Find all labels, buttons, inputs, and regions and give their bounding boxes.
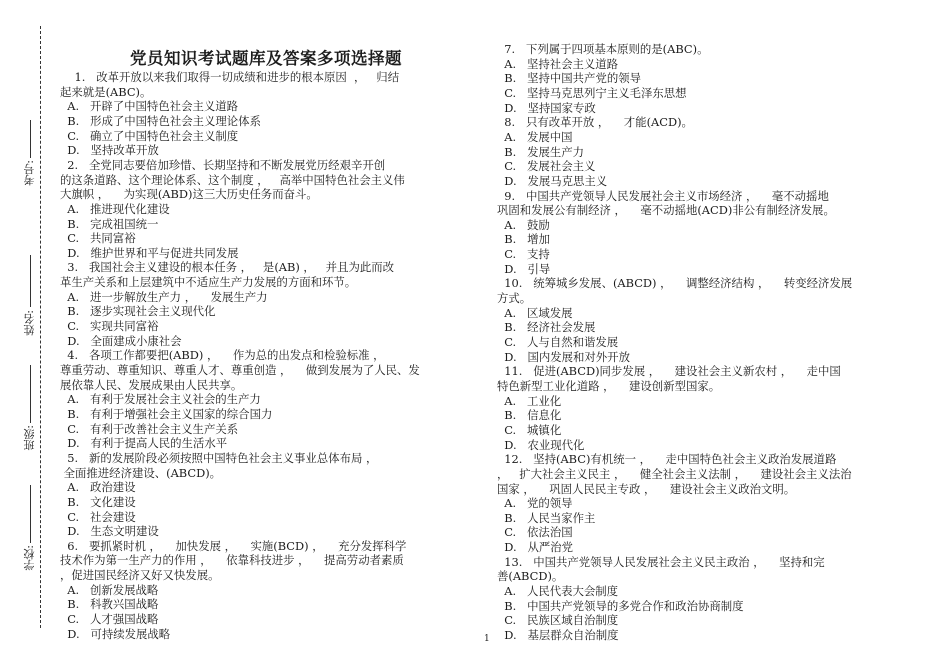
text-line: ， 扩大社会主义民主 ， 健全社会主义法制 ， 建设社会主义法治 xyxy=(497,466,852,481)
text-line: 革生产关系和上层建筑中不适应生产力发展的方面和环节。 xyxy=(60,275,357,290)
document-title: 党员知识考试题库及答案多项选择题 xyxy=(130,49,402,68)
text-line: D. 国内发展和对外开放 xyxy=(497,349,630,364)
school-label: 学校: xyxy=(23,545,36,571)
text-line: B. 坚持中国共产党的领导 xyxy=(497,71,642,86)
text-line: 善(ABCD)。 xyxy=(497,569,564,584)
text-line: 的这条道路、这个理论体系、这个制度 ， 高举中国特色社会主义伟 xyxy=(60,172,405,187)
text-line: A. 有利于发展社会主义社会的生产力 xyxy=(60,392,261,407)
cut-line xyxy=(40,26,41,628)
text-line: 6. 要抓紧时机 ， 加快发展 ， 实施(BCD) ， 充分发挥科学 xyxy=(60,538,407,553)
text-line: C. 实现共同富裕 xyxy=(60,319,159,334)
text-line: B. 形成了中国特色社会主义理论体系 xyxy=(60,113,261,128)
text-line: D. 生态文明建设 xyxy=(60,524,159,539)
text-line: 10. 统筹城乡发展、(ABCD) ， 调整经济结构 ， 转变经济发展 xyxy=(497,276,853,291)
text-line: D. 坚持改革开放 xyxy=(60,143,159,158)
text-line: D. 基层群众自治制度 xyxy=(497,628,619,642)
text-line: C. 依法治国 xyxy=(497,525,573,540)
text-line: 3. 我国社会主义建设的根本任务 ， 是(AB) ， 并且为此而改 xyxy=(60,260,395,275)
text-line: D. 可持续发展战略 xyxy=(60,626,171,641)
text-line: C. 确立了中国特色社会主义制度 xyxy=(60,128,239,143)
text-line: 9. 中国共产党领导人民发展社会主义市场经济 ， 毫不动摇地 xyxy=(497,188,829,203)
text-line: 巩固和发展公有制经济 ， 毫不动摇地(ACD)非公有制经济发展。 xyxy=(497,203,835,218)
text-line: C. 发展社会主义 xyxy=(497,159,596,174)
text-line: 展依靠人民、发展成果由人民共享。 xyxy=(60,377,243,392)
text-line: B. 文化建设 xyxy=(60,494,136,509)
text-line: C. 民族区域自治制度 xyxy=(497,613,619,628)
text-line: D. 引导 xyxy=(497,261,551,276)
text-line: D. 农业现代化 xyxy=(497,437,585,452)
text-line: C. 城镇化 xyxy=(497,422,562,437)
text-line: D. 有利于提高人民的生活水平 xyxy=(60,436,228,451)
text-line: B. 有利于增强社会主义国家的综合国力 xyxy=(60,406,273,421)
text-line: 1. 改革开放以来我们取得一切成绩和进步的根本原因 ， 归结 xyxy=(60,70,400,84)
text-line: A. 工业化 xyxy=(497,393,562,408)
text-line: A. 党的领导 xyxy=(497,496,573,511)
page-number: 1 xyxy=(484,634,490,644)
text-line: D. 坚持国家专政 xyxy=(497,100,596,115)
text-line: B. 增加 xyxy=(497,232,550,247)
text-line: D. 从严治党 xyxy=(497,540,574,555)
text-line: C. 社会建设 xyxy=(60,509,136,524)
text-line: 技术作为第一生产力的作用 ， 依靠科技进步 ， 提高劳动者素质 xyxy=(60,553,404,568)
text-line: 特色新型工业化道路 ， 建设创新型国家。 xyxy=(497,378,721,393)
text-line: 起来就是(ABC)。 xyxy=(60,84,152,99)
text-line: B. 科教兴国战略 xyxy=(60,597,159,612)
exam-number-label: 考号: xyxy=(23,160,36,186)
text-line: 8. 只有改革开放 ， 才能(ACD)。 xyxy=(497,115,693,130)
text-line: B. 发展生产力 xyxy=(497,144,585,159)
text-line: 国家 ， 巩固人民民主专政 ， 建设社会主义政治文明。 xyxy=(497,481,796,496)
text-line: B. 人民当家作主 xyxy=(497,510,596,525)
text-line: ，促进国民经济又好又快发展。 xyxy=(60,568,220,583)
text-line: B. 经济社会发展 xyxy=(497,320,596,335)
text-line: 7. 下列属于四项基本原则的是(ABC)。 xyxy=(497,42,709,56)
text-line: A. 开辟了中国特色社会主义道路 xyxy=(60,99,239,114)
text-line: A. 创新发展战略 xyxy=(60,582,159,597)
text-line: A. 坚持社会主义道路 xyxy=(497,56,619,71)
text-line: 方式。 xyxy=(497,291,532,306)
text-line: C. 支持 xyxy=(497,247,550,262)
binding-margin xyxy=(0,0,48,671)
text-line: A. 鼓励 xyxy=(497,217,550,232)
text-line: D. 发展马克思主义 xyxy=(497,173,608,188)
text-line: A. 推进现代化建设 xyxy=(60,201,170,216)
text-line: A. 发展中国 xyxy=(497,129,573,144)
text-line: 5. 新的发展阶段必须按照中国特色社会主义事业总体布局 ， xyxy=(60,450,378,465)
text-line: 2. 全党同志要倍加珍惜、长期坚持和不断发展党历经艰辛开创 xyxy=(60,157,386,172)
text-line: C. 有利于改善社会主义生产关系 xyxy=(60,421,239,436)
text-line: C. 人才强国战略 xyxy=(60,612,159,627)
text-line: A. 进一步解放生产力 ， 发展生产力 xyxy=(60,289,268,304)
text-line: D. 全面建成小康社会 xyxy=(60,333,182,348)
text-line: A. 区域发展 xyxy=(497,305,573,320)
text-line: B. 信息化 xyxy=(497,408,562,423)
text-line: A. 人民代表大会制度 xyxy=(497,584,619,599)
class-label: 班级: xyxy=(23,425,36,451)
text-line: B. 中国共产党领导的多党合作和政治协商制度 xyxy=(497,598,744,613)
text-line: 11. 促进(ABCD)同步发展 ， 建设社会主义新农村 ， 走中国 xyxy=(497,364,841,379)
text-line: C. 共同富裕 xyxy=(60,231,136,246)
text-line: 尊重劳动、尊重知识、尊重人才、尊重创造 ， 做到发展为了人民、发 xyxy=(60,363,420,377)
text-line: 全面推进经济建设、(ABCD)。 xyxy=(60,465,222,480)
text-line: 12. 坚持(ABC)有机统一 ， 走中国特色社会主义政治发展道路 xyxy=(497,452,837,467)
text-line: D. 维护世界和平与促进共同发展 xyxy=(60,245,239,260)
text-line: C. 坚持马克思列宁主义毛泽东思想 xyxy=(497,85,687,100)
text-line: 13. 中国共产党领导人民发展社会主义民主政治 ， 坚持和完 xyxy=(497,554,825,569)
text-line: 大旗帜 ， 为实现(ABD)这三大历史任务而奋斗。 xyxy=(60,187,318,202)
name-label: 姓名: xyxy=(23,310,36,336)
text-line: 4. 各项工作都要把(ABD) ， 作为总的出发点和检验标准 ， xyxy=(60,348,385,363)
text-line: B. 逐步实现社会主义现代化 xyxy=(60,304,216,319)
text-line: A. 政治建设 xyxy=(60,480,136,495)
text-line: B. 完成祖国统一 xyxy=(60,216,159,231)
text-line: C. 人与自然和谐发展 xyxy=(497,335,619,349)
